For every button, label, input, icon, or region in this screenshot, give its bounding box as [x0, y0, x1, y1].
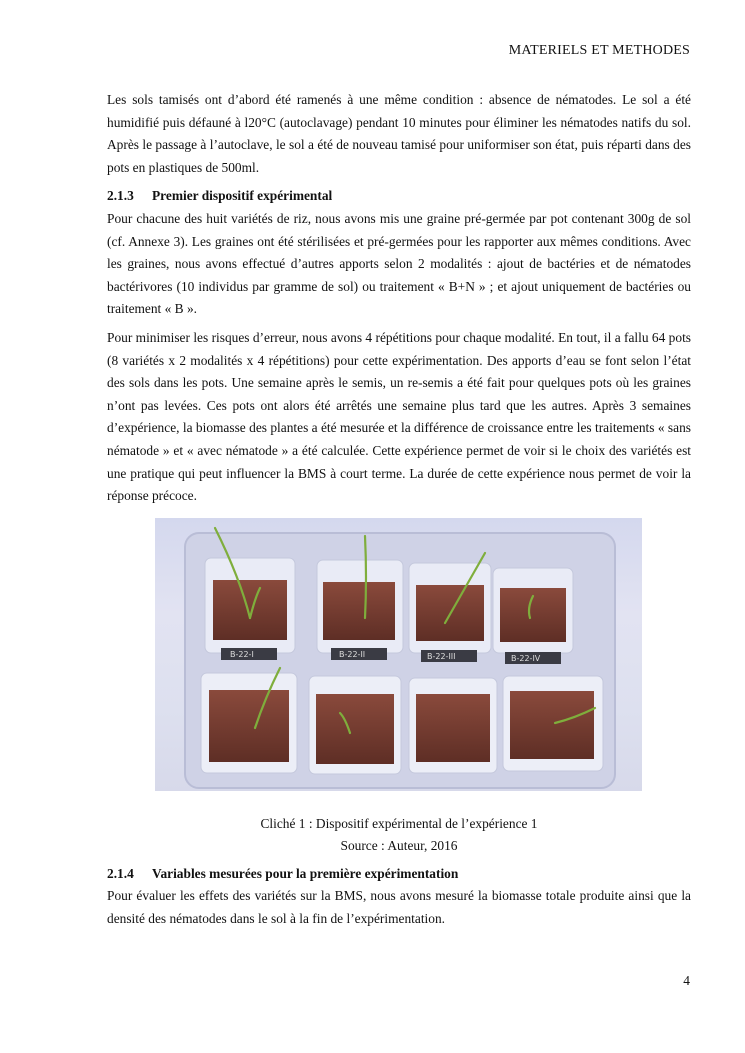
section-heading-2-1-4	[107, 863, 691, 886]
paragraph-variables: Pour évaluer les effets des variétés sur la BMS, nous avons mesuré la biomasse totale produite ainsi que la densité des nématodes dans le sol à la fin de l’expérimentation.	[107, 888, 691, 926]
experiment-photo	[155, 518, 642, 791]
section-heading-2-1-3	[107, 185, 691, 208]
pots-illustration	[155, 518, 642, 791]
section-title: Variables mesurées pour la première expérimentation	[152, 865, 459, 881]
pot-label: B-22-III	[427, 651, 456, 661]
page-content	[107, 89, 691, 936]
caption-source: Source : Auteur, 2016	[340, 837, 458, 853]
paragraph-experimental-setup: Pour chacune des huit variétés de riz, nous avons mis une graine pré-germée par pot contenant 300g de sol (cf. Annexe 3). Les graines ont été stérilisées et pré-germées pour les rapporter aux mêmes conditions. Avec les graines, nous avons effectué d’autres apports selon 2 modalités : ajout de bactéries et de nématodes bactérivores (10 individus par gramme de sol) ou traitement « B+N » ; et ajout uniquement de bactéries ou traitement « B ».	[107, 210, 691, 317]
pot-label: B-22-I	[230, 649, 254, 659]
running-header: MATERIELS ET METHODES	[508, 43, 690, 58]
pot-label: B-22-II	[339, 649, 366, 659]
section-title: Premier dispositif expérimental	[152, 188, 333, 204]
section-number: 2.1.3	[107, 188, 134, 204]
back-row-pots	[205, 558, 573, 653]
caption-title: Cliché 1 : Dispositif expérimental de l’expérience 1	[260, 815, 538, 831]
pot-label: B-22-IV	[511, 653, 541, 663]
figure-caption	[107, 813, 691, 857]
page-number: 4	[683, 973, 690, 988]
paragraph-repetitions: Pour minimiser les risques d’erreur, nous avons 4 répétitions pour chaque modalité. En tout, il a fallu 64 pots (8 variétés x 2 modalités x 4 répétitions) pour cette expérimentation. Des apports d’eau se font selon l’état des sols dans les pots. Une semaine après le semis, un re-semis a été fait pour quelques pots où les graines n’ont pas levées. Ces pots ont alors été arrêtés une semaine plus tard que les autres. Après 3 semaines d’expérience, la biomasse des plantes a été mesurée et la différence de croissance entre les traitements « sans nématode » et « avec nématode » a été calculée. Cette expérience permet de voir si le choix des variétés est une pratique qui peut influencer la BMS à court terme. La durée de cette expérience nous permet de voir la réponse précoce.	[107, 329, 691, 504]
section-number: 2.1.4	[107, 865, 134, 881]
paragraph-soil-preparation: Les sols tamisés ont d’abord été ramenés à une même condition : absence de nématodes. Le sol a été humidifié puis défauné à l20°C (autoclavage) pendant 10 minutes pour éliminer les nématodes natifs du sol. Après le passage à l’autoclave, le sol a été de nouveau tamisé pour uniformiser son état, puis réparti dans des pots en plastiques de 500ml.	[107, 92, 691, 175]
